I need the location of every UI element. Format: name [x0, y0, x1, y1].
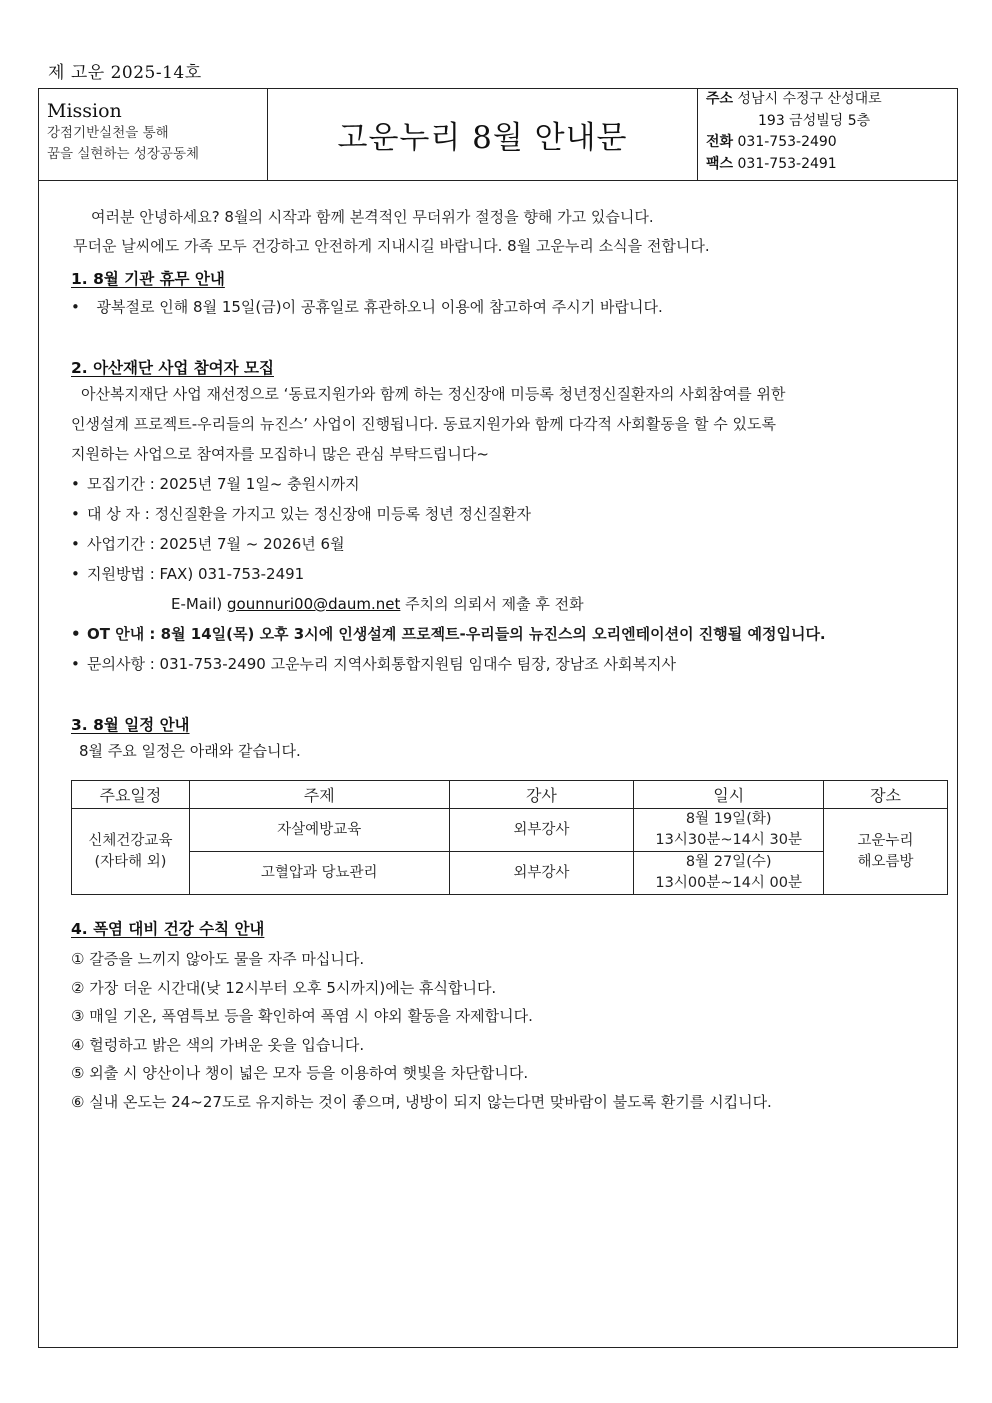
table-header: 강사 [449, 781, 634, 809]
intro-paragraph [73, 203, 943, 261]
title-box [268, 89, 698, 180]
recruit-period-text: 모집기간 : 2025년 7월 1일~ 충원시까지 [87, 475, 360, 493]
recruit-target-text: 대 상 자 : 정신질환을 가지고 있는 정신장애 미등록 청년 정신질환자 [87, 505, 531, 523]
email-suffix: 주치의 의뢰서 제출 후 전화 [405, 595, 584, 613]
phone-number: 031-753-2490 [737, 134, 837, 150]
mission-line: 꿈을 실현하는 성장공동체 [47, 146, 200, 162]
table-row [72, 809, 948, 852]
schedule-group: 신체건강교육 [88, 832, 173, 849]
mission-line: 강점기반실천을 통해 [47, 125, 169, 141]
section-1-item [71, 292, 931, 322]
document-number: 제 고운 2025-14호 [48, 63, 202, 83]
datetime-cell [634, 809, 824, 852]
apply-email [71, 589, 931, 619]
contact-inquiry [71, 649, 931, 679]
table-header-row [72, 781, 948, 809]
bullet-icon: • [71, 475, 80, 493]
table-header: 장소 [824, 781, 948, 809]
lecturer-cell: 외부강사 [449, 852, 634, 895]
list-item: ③ 매일 기온, 폭염특보 등을 확인하여 폭염 시 야외 활동을 자제합니다. [71, 1007, 533, 1025]
notice-title: 고운누리 8월 안내문 [337, 120, 628, 156]
mission-box [39, 89, 268, 180]
place-text: 고운누리 [857, 832, 914, 849]
section-4-title: 4. 폭염 대비 건강 수칙 안내 [71, 920, 265, 938]
bullet-icon: • [71, 535, 80, 553]
address-label: 주소 [706, 91, 734, 107]
time-text: 13시30분~14시 30분 [655, 832, 802, 848]
list-item: ① 갈증을 느끼지 않아도 물을 자주 마십니다. [71, 950, 365, 968]
schedule-group-cell [72, 809, 190, 895]
list-item: ④ 헐렁하고 밝은 색의 가벼운 옷을 입습니다. [71, 1035, 365, 1054]
bullet-icon: • [71, 655, 80, 673]
date-text: 8월 27일(수) [685, 854, 772, 870]
address-text: 성남시 수정구 산성대로 [737, 91, 882, 107]
bullet-icon: • [71, 625, 81, 643]
topic-cell: 고혈압과 당뇨관리 [189, 852, 449, 895]
bullet-icon: • [71, 565, 80, 583]
contact-inquiry-text: 문의사항 : 031-753-2490 고운누리 지역사회통합지원팀 임대수 팀장, 장남조 사회복지사 [87, 655, 676, 673]
list-item: ② 가장 더운 시간대(낮 12시부터 오후 5시까지)에는 휴식합니다. [71, 978, 497, 997]
intro-line: 무더운 날씨에도 가족 모두 건강하고 안전하게 지내시길 바랍니다. 8월 고운누리 소식을 전합니다. [73, 237, 710, 255]
apply-method [71, 559, 931, 589]
business-period [71, 529, 931, 559]
place-cell [824, 809, 948, 895]
section-2-para: 인생설계 프로젝트-우리들의 뉴진스’ 사업이 진행됩니다. 동료지원가와 함께 다각적 사회활동을 할 수 있도록 [71, 415, 776, 433]
fax-label: 팩스 [706, 155, 734, 172]
contact-box [698, 89, 957, 180]
recruit-period [71, 469, 931, 499]
table-header: 주요일정 [72, 781, 190, 809]
section-1-title: 1. 8월 기관 휴무 안내 [71, 270, 225, 288]
ot-notice-text: OT 안내 : 8월 14일(목) 오후 3시에 인생설계 프로젝트-우리들의 뉴진스의 오리엔테이션이 진행될 예정입니다. [87, 625, 826, 643]
bullet-icon: • [71, 298, 80, 316]
date-text: 8월 19일(화) [685, 811, 772, 827]
heat-tips-list [71, 945, 941, 1116]
table-header: 주제 [189, 781, 449, 809]
address-text: 193 금성빌딩 5층 [758, 112, 871, 129]
lecturer-cell: 외부강사 [449, 809, 634, 852]
table-row [72, 852, 948, 895]
phone-label: 전화 [706, 134, 734, 150]
email-prefix: E-Mail) [171, 595, 223, 613]
list-item: ⑤ 외출 시 양산이나 챙이 넓은 모자 등을 이용하여 햇빛을 차단합니다. [71, 1064, 529, 1082]
section-3-title: 3. 8월 일정 안내 [71, 716, 190, 734]
fax-number: 031-753-2491 [737, 155, 837, 172]
ot-notice [71, 619, 931, 649]
notice-frame [38, 88, 958, 1348]
intro-line: 여러분 안녕하세요? 8월의 시작과 함께 본격적인 무더위가 절정을 향해 가고 있습니다. [91, 208, 654, 226]
section-2-para: 지원하는 사업으로 참여자를 모집하니 많은 관심 부탁드립니다~ [71, 445, 489, 463]
bullet-icon: • [71, 505, 80, 523]
topic-cell: 자살예방교육 [189, 809, 449, 852]
list-item: ⑥ 실내 온도는 24~27도로 유지하는 것이 좋으며, 냉방이 되지 않는다면 맞바람이 불도록 환기를 시킵니다. [71, 1092, 772, 1111]
schedule-table [71, 780, 948, 895]
business-period-text: 사업기간 : 2025년 7월 ~ 2026년 6월 [87, 535, 345, 553]
datetime-cell [634, 852, 824, 895]
section-2-para: 아산복지재단 사업 재선정으로 ‘동료지원가와 함께 하는 정신장애 미등록 청년정신질환자의 사회참여를 위한 [81, 385, 786, 403]
place-text: 해오름방 [857, 853, 914, 870]
section-3-subtitle: 8월 주요 일정은 아래와 같습니다. [79, 742, 301, 760]
email-link[interactable]: gounnuri00@daum.net [227, 595, 401, 613]
notice-header [39, 89, 957, 181]
mission-title: Mission [47, 100, 122, 122]
apply-method-text: 지원방법 : FAX) 031-753-2491 [87, 565, 305, 583]
table-header: 일시 [634, 781, 824, 809]
section-2-title: 2. 아산재단 사업 참여자 모집 [71, 359, 274, 377]
section-1-text: 광복절로 인해 8월 15일(금)이 공휴일로 휴관하오니 이용에 참고하여 주시기 바랍니다. [96, 298, 663, 316]
time-text: 13시00분~14시 00분 [655, 875, 802, 891]
recruit-target [71, 499, 931, 529]
schedule-group-sub: (자타해 외) [94, 853, 167, 870]
